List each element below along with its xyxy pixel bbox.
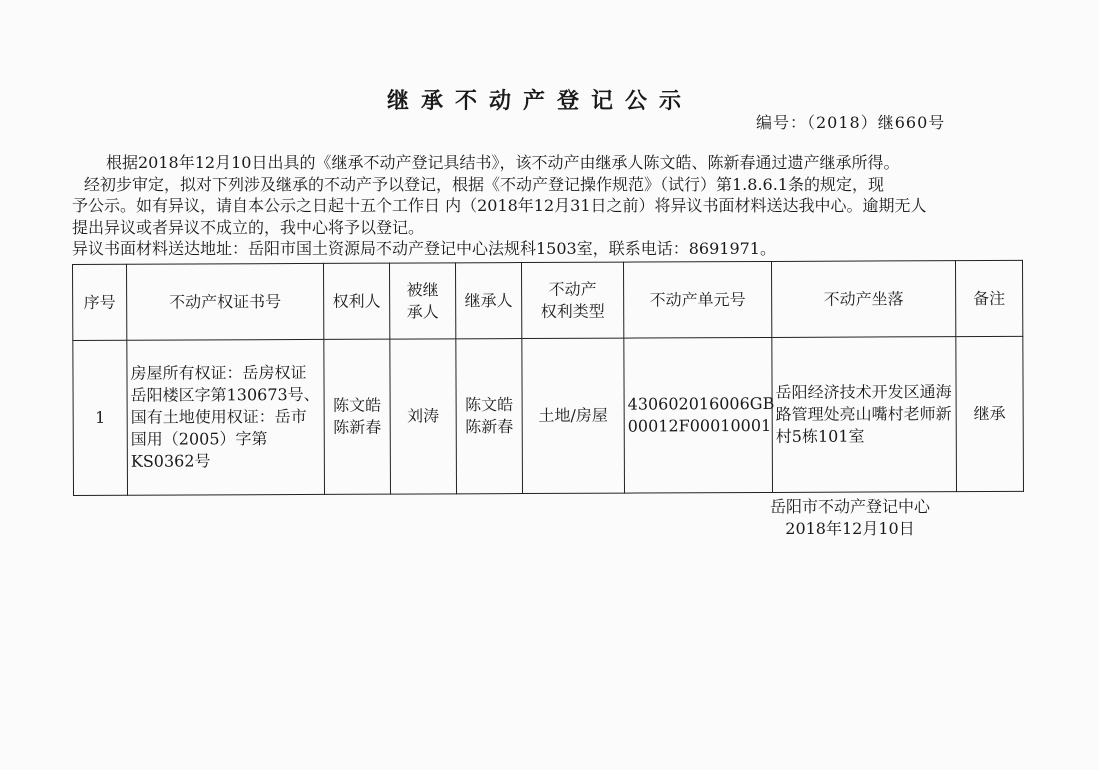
header-seq: 序号 — [73, 264, 127, 340]
body-line-3: 予公示。如有异议，请自本公示之日起十五个工作日 内（2018年12月31日之前）将异议书面材料送达我中心。逾期无人 — [72, 196, 927, 215]
header-remark: 备注 — [955, 260, 1022, 336]
signature-org: 岳阳市不动产登记中心 — [769, 497, 930, 516]
registration-table — [72, 260, 1024, 496]
document-number: 编号：（2018）继660号 — [756, 113, 946, 132]
cell-cert-no: 房屋所有权证：岳房权证岳阳楼区字第130673号、国有土地使用权证：岳市国用（2005）字第KS0362号 — [127, 339, 325, 495]
header-right-type: 不动产 权利类型 — [521, 262, 623, 338]
header-owner: 权利人 — [323, 263, 389, 339]
cell-location: 岳阳经济技术开发区通海路管理处亮山嘴村老师新村5栋101室 — [772, 337, 957, 493]
cell-heir: 陈文皓 陈新春 — [456, 339, 523, 494]
cell-owner: 陈文皓 陈新春 — [324, 339, 391, 494]
header-heir: 继承人 — [455, 263, 521, 339]
cell-unit-no: 430602016006GB 00012F00010001 — [624, 337, 773, 493]
table-row — [73, 336, 1024, 495]
body-line-4: 提出异议或者异议不成立的，我中心将予以登记。 — [72, 217, 425, 237]
body-line-1: 根据2018年12月10日出具的《继承不动产登记具结书》，该不动产由继承人陈文皓、陈新春通过遗产继承所得。 — [106, 153, 900, 172]
header-cert-no: 不动产权证书号 — [127, 263, 324, 340]
cell-decedent: 刘涛 — [390, 339, 457, 494]
notice-body — [70, 152, 1030, 260]
cell-remark: 继承 — [956, 336, 1024, 491]
cell-right-type: 土地/房屋 — [522, 338, 625, 493]
page-title: 继承不动产登记公示 — [386, 88, 693, 114]
signature-block — [730, 496, 970, 540]
header-unit-no: 不动产单元号 — [623, 261, 771, 338]
table-header-row — [73, 260, 1023, 340]
header-location: 不动产坐落 — [771, 261, 955, 338]
body-line-2: 经初步审定，拟对下列涉及继承的不动产予以登记，根据《不动产登记操作规范》（试行）第1.8.6.1条的规定，现 — [84, 174, 884, 194]
header-decedent: 被继 承人 — [389, 263, 455, 339]
body-line-5: 异议书面材料送达地址：岳阳市国土资源局不动产登记中心法规科1503室，联系电话：8691971。 — [72, 239, 776, 258]
signature-date: 2018年12月10日 — [785, 519, 915, 538]
cell-seq: 1 — [73, 340, 128, 495]
